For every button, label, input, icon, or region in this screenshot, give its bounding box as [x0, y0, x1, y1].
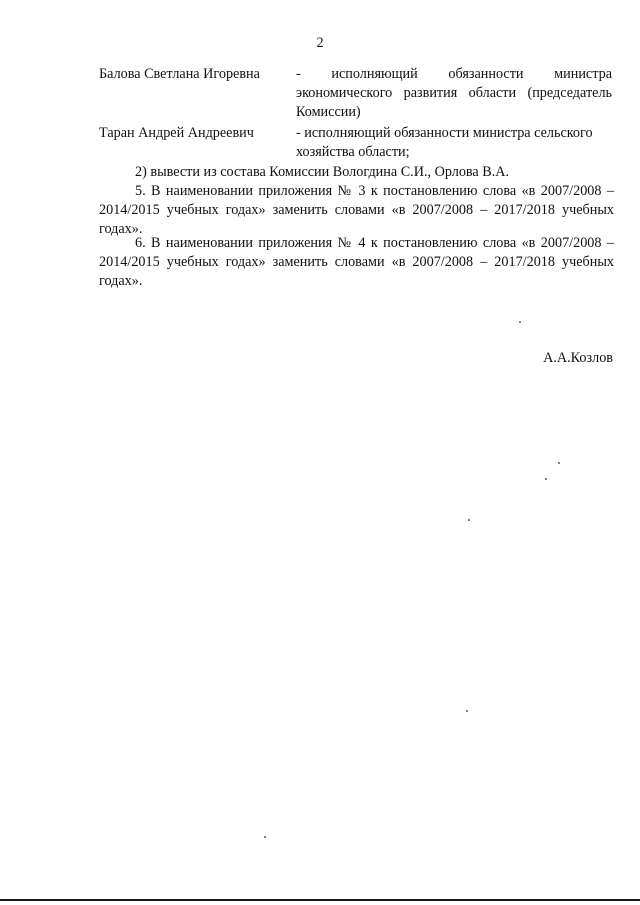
scan-edge-line — [0, 899, 640, 901]
paragraph-text: 5. В наименовании приложения № 3 к постановлению слова «в 2007/2008 – 2014/2015 учебных годах» заменить словами «в 2007/2008 – 2017/2018 учебных годах». — [99, 183, 614, 237]
member-role-first-line: - исполняющий обязанности министра сельского — [296, 125, 593, 141]
signature-name: А.А.Козлов — [543, 350, 613, 366]
paragraph-text: 6. В наименовании приложения № 4 к постановлению слова «в 2007/2008 – 2014/2015 учебных годах» заменить словами «в 2007/2008 – 2017/2018 учебных годах». — [99, 235, 614, 289]
scan-speck — [519, 321, 521, 323]
scan-speck — [468, 519, 470, 521]
scan-speck — [466, 710, 468, 712]
paragraph-text: 2) вывести из состава Комиссии Вологдина С.И., Орлова В.А. — [135, 164, 510, 180]
member-name: Таран Андрей Андреевич — [99, 125, 254, 141]
scan-speck — [545, 478, 547, 480]
paragraph-item-6 — [99, 234, 614, 291]
member-role-continuation: экономического развития области (председатель Комиссии) — [296, 85, 612, 120]
paragraph-item-5 — [99, 182, 614, 239]
member-role-continuation: хозяйства области; — [296, 144, 410, 160]
member-role — [296, 65, 612, 122]
scan-speck — [558, 462, 560, 464]
page-number: 2 — [316, 35, 324, 51]
paragraph-exclude-members — [99, 163, 614, 182]
member-name: Балова Светлана Игоревна — [99, 66, 260, 82]
member-role-first-line: - исполняющий обязанности министра — [296, 66, 612, 82]
member-role — [296, 124, 612, 162]
scan-speck — [264, 836, 266, 838]
